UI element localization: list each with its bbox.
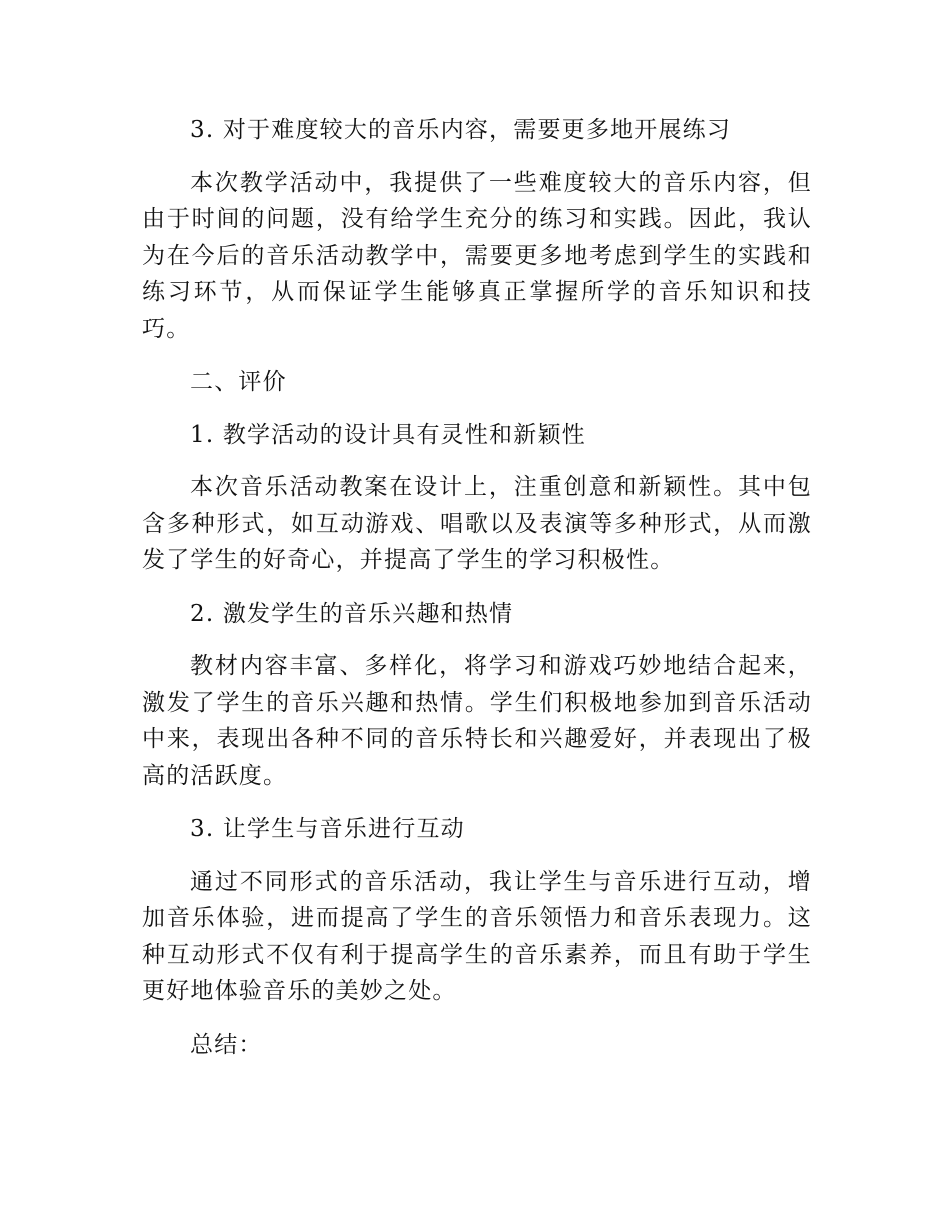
section-heading-summary: 总结： xyxy=(190,1031,263,1058)
paragraph-design: 本次音乐活动教案在设计上，注重创意和新颖性。其中包含多种形式，如互动游戏、唱歌以及表演等多种形式，从而激发了学生的好奇心，并提高了学生的学习积极性。 xyxy=(142,474,812,573)
paragraph-interest: 教材内容丰富、多样化，将学习和游戏巧妙地结合起来，激发了学生的音乐兴趣和热情。学生们积极地参加到音乐活动中来，表现出各种不同的音乐特长和兴趣爱好，并表现出了极高的活跃度。 xyxy=(142,653,812,789)
section-heading-interest: 2. 激发学生的音乐兴趣和热情 xyxy=(190,600,514,627)
section-heading-evaluation: 二、评价 xyxy=(190,369,287,395)
section-heading-design: 1. 教学活动的设计具有灵性和新颖性 xyxy=(190,421,586,448)
paragraph-practice: 本次教学活动中，我提供了一些难度较大的音乐内容，但由于时间的问题，没有给学生充分的练习和实践。因此，我认为在今后的音乐活动教学中，需要更多地考虑到学生的实践和练习环节，从而保证学生能够真正掌握所学的音乐知识和技巧。 xyxy=(142,169,812,342)
paragraph-interaction: 通过不同形式的音乐活动，我让学生与音乐进行互动，增加音乐体验，进而提高了学生的音乐领悟力和音乐表现力。这种互动形式不仅有利于提高学生的音乐素养，而且有助于学生更好地体验音乐的美妙之处。 xyxy=(142,868,812,1004)
section-heading-practice: 3. 对于难度较大的音乐内容，需要更多地开展练习 xyxy=(190,117,732,143)
document-page xyxy=(142,112,812,1063)
section-heading-interaction: 3. 让学生与音乐进行互动 xyxy=(190,816,465,842)
